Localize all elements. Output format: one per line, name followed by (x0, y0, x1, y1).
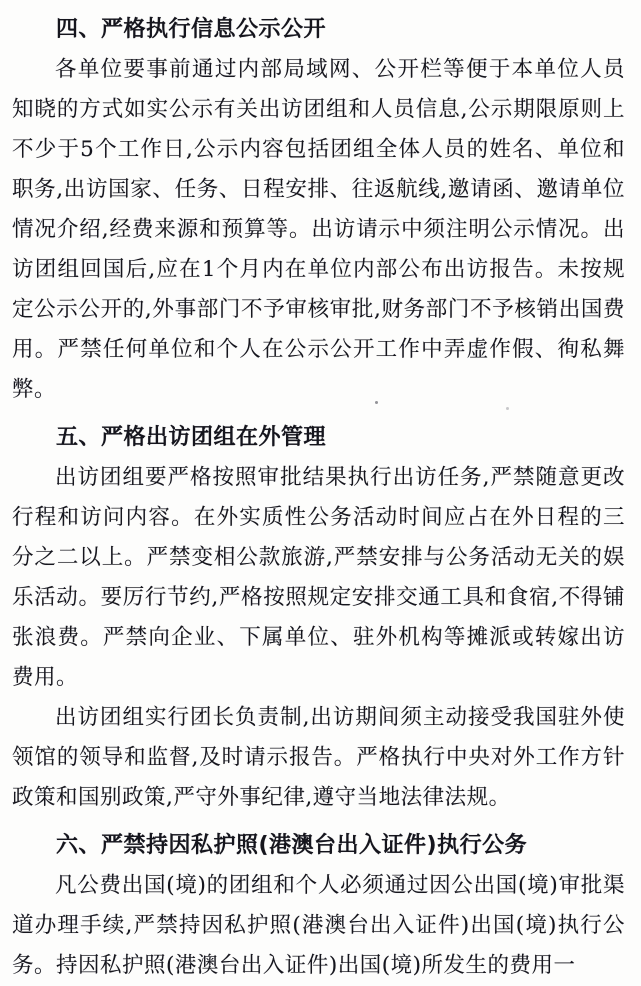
paragraph: 各单位要事前通过内部局域网、公开栏等便于本单位人员知晓的方式如实公示有关出访团组和人员信息,公示期限原则上不少于5个工作日,公示内容包括团组全体人员的姓名、单位和职务,出访国家、任务、日程安排、往返航线,邀请函、邀请单位情况介绍,经费来源和预算等。出访请示中须注明公示情况。出访团组回国后,应在1个月内在单位内部公布出访报告。未按规定公示公开的,外事部门不予审核审批,财务部门不予核销出国费用。严禁任何单位和个人在公示公开工作中弄虚作假、徇私舞弊。 (12, 57, 625, 402)
paragraph: 凡公费出国(境)的团组和个人必须通过因公出国(境)审批渠道办理手续,严禁持因私护照(港澳台出入证件)出国(境)执行公务。持因私护照(港澳台出入证件)出国(境)所发生的费用一 (12, 873, 625, 978)
scan-artifact-speck (506, 407, 509, 410)
paragraph: 出访团组要严格按照审批结果执行出访任务,严禁随意更改行程和访问内容。在外实质性公务活动时间应占在外日程的三分之二以上。严禁变相公款旅游,严禁安排与公务活动无关的娱乐活动。要厉行节约,严格按照规定安排交通工具和食宿,不得铺张浪费。严禁向企业、下属单位、驻外机构等摊派或转嫁出访费用。 (12, 465, 625, 690)
section-5-delegation-management (12, 418, 625, 818)
section-6-private-passport-prohibition (12, 826, 625, 986)
section-4-information-disclosure (12, 10, 625, 410)
section-heading: 四、严格执行信息公示公开 (56, 17, 327, 42)
paragraph: 出访团组实行团长负责制,出访期间须主动接受我国驻外使领馆的领导和监督,及时请示报告。严格执行中央对外工作方针政策和国别政策,严守外事纪律,遵守当地法律法规。 (12, 705, 625, 810)
section-heading: 六、严禁持因私护照(港澳台出入证件)执行公务 (56, 833, 528, 858)
scan-artifact-speck (375, 401, 378, 404)
section-heading: 五、严格出访团组在外管理 (56, 425, 327, 450)
